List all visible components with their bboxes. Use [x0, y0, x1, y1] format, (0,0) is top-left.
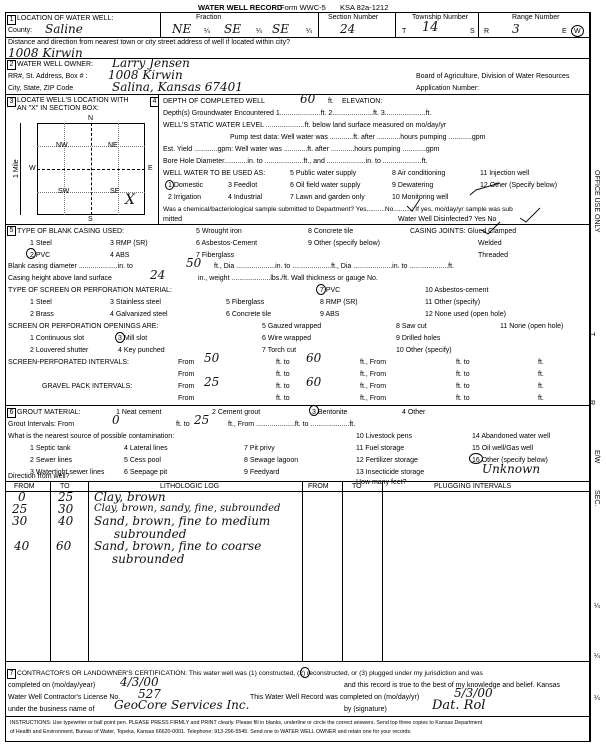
spi-from-label: From [178, 359, 195, 366]
mitted-label: mitted [163, 216, 183, 223]
fraction-1[interactable]: NE [172, 22, 192, 36]
grout-2[interactable]: 2 Cement grout [212, 409, 261, 416]
office-t-label: T [588, 332, 595, 337]
log-row-from[interactable]: 25 [12, 502, 28, 516]
casing-2[interactable]: 2 PVC [30, 252, 51, 259]
log-row-to[interactable]: 25 [58, 490, 74, 504]
use-2[interactable]: 2 Irrigation [168, 194, 202, 201]
fraction-3[interactable]: SE [272, 22, 289, 36]
section-5-number: 5 [7, 226, 16, 236]
opening-11[interactable]: 11 None (open hole) [500, 323, 564, 330]
casing-3[interactable]: 3 RMP (SR) [110, 240, 148, 247]
log-row-to[interactable]: 40 [58, 514, 74, 528]
range-r: R [484, 28, 490, 35]
section-4-number: 4 [150, 97, 159, 107]
address-value[interactable]: 1008 Kirwin [8, 46, 83, 60]
joints-threaded[interactable]: Threaded [478, 252, 508, 259]
opening-7[interactable]: 7 Torch cut [262, 347, 297, 354]
grout-label: GROUT MATERIAL: [17, 409, 81, 416]
gp-to2-label-b: ft. to [456, 395, 470, 402]
fraction-2[interactable]: SE [224, 22, 241, 36]
gp-from-label: From [178, 383, 195, 390]
opening-8[interactable]: 8 Saw cut [396, 323, 427, 330]
screen-12[interactable]: 12 None used (open hole) [425, 311, 506, 318]
township-t: T [402, 28, 407, 35]
township-value[interactable]: 14 [422, 20, 439, 35]
completed-on-label: completed on (mo/day/year) [8, 682, 96, 689]
range-value[interactable]: 3 [512, 22, 520, 36]
chem-sample-line: Was a chemical/bacteriological sample submitted to Department? Yes..........No..........; If yes, mo/day/yr sample was sub [163, 206, 513, 213]
bore-hole-line: Bore Hole Diameter............in. to ....................ft., and ....................in. to ....................ft. [163, 158, 428, 165]
use-6[interactable]: 6 Oil field water supply [290, 182, 361, 189]
gp-to-value[interactable]: 60 [306, 375, 322, 389]
casing-label: TYPE OF BLANK CASING USED: [17, 228, 124, 235]
casing-joints: CASING JOINTS: Glued Clamped [410, 228, 517, 235]
office-quarter-1: ¼ [594, 603, 600, 610]
log-row-description[interactable]: Clay, brown [94, 490, 166, 504]
casing-diameter-rest: ft., Dia ....................in. to ....................ft., Dia ....................in. to ....................ft. [214, 263, 455, 270]
county-label: County: [8, 27, 33, 34]
section-6-number: 6 [7, 408, 16, 418]
use-8[interactable]: 8 Air conditioning [392, 170, 446, 177]
disinfected-line: Water Well Disinfected? Yes No [398, 216, 497, 223]
gp-to-label: ft. to [276, 383, 290, 390]
screen-5[interactable]: 5 Fiberglass [226, 299, 265, 306]
signature-value[interactable]: Dat. Rol [432, 698, 486, 713]
opening-6[interactable]: 6 Wire wrapped [262, 335, 312, 342]
screen-intervals-label: SCREEN-PERFORATED INTERVALS: [8, 359, 129, 366]
screen-2[interactable]: 2 Brass [30, 311, 54, 318]
location-label: LOCATION OF WATER WELL: [17, 15, 114, 22]
log-row-from[interactable]: 0 [18, 490, 26, 504]
gp-to2-label: ft. to [456, 383, 470, 390]
log-row-description[interactable]: subrounded [114, 527, 187, 541]
casing-6[interactable]: 6 Asbestos-Cement [196, 240, 258, 247]
quadrant-nw: NW [56, 142, 68, 149]
use-label: WELL WATER TO BE USED AS: [163, 170, 266, 177]
range-label: Range Number [512, 14, 560, 21]
screen-8[interactable]: 8 RMP (SR) [320, 299, 358, 306]
rr-value[interactable]: 1008 Kirwin [108, 68, 183, 82]
well-location-mark: X [125, 192, 135, 208]
contam-3[interactable]: 3 Watertight sewer lines [30, 469, 105, 476]
contam-9[interactable]: 9 Feedyard [244, 469, 280, 476]
township-s: S [470, 28, 475, 35]
section-box-w: W [29, 165, 36, 172]
owner-label: WATER WELL OWNER: [17, 61, 93, 68]
screen-3[interactable]: 3 Stainless steel [110, 299, 161, 306]
contam-1[interactable]: 1 Septic tank [30, 445, 71, 452]
constructed-circle [300, 667, 310, 678]
contam-16[interactable]: 16 Other (specify below) [472, 457, 548, 464]
office-quarter-3: ¼ [594, 695, 600, 702]
grout-rest: ft., From ....................ft. to ....................ft. [228, 421, 356, 428]
grout-1[interactable]: 1 Neat cement [116, 409, 162, 416]
quarter-mark-2: ¼ [256, 28, 262, 35]
use-10[interactable]: 10 Monitoring well [392, 194, 449, 201]
yield-line: Est. Yield ............gpm: Well water was ............ft. after ............hours pumping ............gpm [163, 146, 440, 153]
spi-from-label-b: From [178, 371, 195, 378]
section-box-n: N [88, 115, 94, 122]
log-row-description[interactable]: subrounded [112, 552, 185, 566]
log-from-header: FROM [14, 483, 35, 490]
ksa-reference: KSA 82a-1212 [340, 3, 389, 12]
spi-to-value[interactable]: 60 [306, 351, 322, 365]
spi-from2-label-b: ft., From [360, 371, 387, 378]
gravel-pack-label: GRAVEL PACK INTERVALS: [42, 383, 133, 390]
spi-ft-end-b: ft. [538, 371, 544, 378]
office-use-label: OFFICE USE ONLY [593, 170, 600, 233]
office-ew-label: E/W [593, 450, 600, 464]
casing-diameter-value[interactable]: 50 [186, 256, 202, 270]
opening-1[interactable]: 1 Continuous slot [30, 335, 85, 342]
spi-to2-label: ft. to [456, 359, 470, 366]
opening-10[interactable]: 10 Other (specify) [396, 347, 452, 354]
plugging-intervals-header: PLUGGING INTERVALS [434, 483, 512, 490]
locate-label-2: AN "X" IN SECTION BOX: [17, 105, 99, 112]
locate-label-1: LOCATE WELL'S LOCATION WITH [17, 97, 129, 104]
log-row-to[interactable]: 30 [58, 502, 74, 516]
range-w: W [574, 28, 581, 35]
opening-9[interactable]: 9 Drilled holes [396, 335, 441, 342]
gp-ft-end: ft. [538, 383, 544, 390]
quarter-mark-1: ¼ [204, 28, 210, 35]
how-many-feet-label: How many feet? [356, 479, 407, 486]
casing-height-rest: in., weight ....................lbs./ft. Wall thickness or gauge No. [198, 275, 378, 282]
depth-label: DEPTH OF COMPLETED WELL [163, 98, 265, 105]
contam-5[interactable]: 5 Cess pool [124, 457, 161, 464]
screen-6[interactable]: 6 Concrete tile [226, 311, 272, 318]
use-9[interactable]: 9 Dewatering [392, 182, 434, 189]
section-1-number: 1 [7, 15, 16, 25]
use-4[interactable]: 4 Industrial [228, 194, 263, 201]
township-label: Township Number [412, 14, 469, 21]
instructions-line-1: INSTRUCTIONS: Use typewriter or ball point pen. PLEASE PRESS FIRMLY and PRINT clearly. Please fill in blanks, underline or circle the correct answers. Send top three copies to Kansas Department [10, 720, 483, 726]
section-box-s: S [88, 216, 93, 223]
spi-from-value[interactable]: 50 [204, 351, 220, 365]
license-value[interactable]: 527 [138, 687, 161, 701]
mile-label: 1 Mile [13, 159, 20, 178]
casing-height-value[interactable]: 24 [150, 268, 166, 282]
plug-from-header: FROM [308, 483, 329, 490]
pump-test-line: Pump test data: Well water was ............ft. after ............hours pumping ............gpm [230, 134, 486, 141]
use-1[interactable]: 1 Domestic [168, 182, 204, 189]
grout-from-value[interactable]: 0 [112, 413, 120, 427]
certification-line-2: and this record is true to the best of my knowledge and belief. Kansas [344, 682, 560, 689]
casing-diameter-label: Blank casing diameter ....................in. to [8, 263, 133, 270]
section-3-number: 3 [7, 97, 16, 107]
contam-4[interactable]: 4 Lateral lines [124, 445, 168, 452]
grout-to-label: ft. to [176, 421, 190, 428]
business-name-label: under the business name of [8, 706, 95, 713]
log-row-from[interactable]: 40 [14, 539, 30, 553]
direction-label: Direction from well? [8, 473, 70, 480]
gp-ft-end-b: ft. [538, 395, 544, 402]
use-11[interactable]: 11 Injection well [480, 170, 530, 177]
range-e: E [562, 28, 567, 35]
lithologic-log-header: LITHOLOGIC LOG [160, 483, 220, 490]
contam-2[interactable]: 2 Sewer lines [30, 457, 73, 464]
certification-line-1: CONTRACTOR'S OR LANDOWNER'S CERTIFICATION: This water well was (1) constructed, (2) reconstructed, or (3) plugged under my jurisdiction and was [17, 670, 483, 677]
grout-to-value[interactable]: 25 [194, 413, 210, 427]
casing-height-label: Casing height above land surface [8, 275, 112, 282]
quarter-mark-3: ¼ [306, 28, 312, 35]
log-row-description[interactable]: Clay, brown, sandy, fine, subrounded [94, 503, 281, 514]
completed-on-value[interactable]: 4/3/00 [120, 675, 159, 689]
grout-intervals-label: Grout Intervals: From [8, 421, 75, 428]
log-row-to[interactable]: 60 [56, 539, 72, 553]
distance-label: Distance and direction from nearest town or city street address of well if located within city? [8, 39, 291, 46]
form-title: WATER WELL RECORD [198, 3, 283, 12]
contam-8[interactable]: 8 Sewage lagoon [244, 457, 299, 464]
rr-label: RR#, St. Address, Box # : [8, 73, 88, 80]
use-12[interactable]: 12 Other (Specify below) [480, 182, 558, 189]
gp-from2-label-b: ft., From [360, 395, 387, 402]
spi-to-label-b: ft. to [276, 371, 290, 378]
screen-material-label: TYPE OF SCREEN OR PERFORATION MATERIAL: [8, 287, 172, 294]
city-label: City, State, ZIP Code [8, 85, 74, 92]
log-row-description[interactable]: Sand, brown, fine to medium [94, 514, 271, 528]
form-number: Form WWC-5 [280, 3, 326, 12]
casing-7[interactable]: 7 Fiberglass [196, 252, 235, 259]
elevation-label: ELEVATION: [342, 98, 383, 105]
gp-from-value[interactable]: 25 [204, 375, 220, 389]
opening-5[interactable]: 5 Gauzed wrapped [262, 323, 322, 330]
screen-7[interactable]: 7 PVC [320, 287, 341, 294]
depth-value[interactable]: 60 [300, 92, 316, 106]
contam-10[interactable]: 10 Livestock pens [356, 433, 413, 440]
spi-from2-label: ft., From [360, 359, 387, 366]
contam-7[interactable]: 7 Pit privy [244, 445, 275, 452]
office-r-label: R [588, 400, 595, 406]
fraction-label: Fraction [196, 14, 222, 21]
contam-12[interactable]: 12 Fertilizer storage [356, 457, 418, 464]
casing-5[interactable]: 5 Wrought iron [196, 228, 242, 235]
casing-9[interactable]: 9 Other (specify below) [308, 240, 380, 247]
contam-6[interactable]: 6 Seepage pit [124, 469, 168, 476]
spi-to2-label-b: ft. to [456, 371, 470, 378]
groundwater-line: Depth(s) Groundwater Encountered 1.....................ft. 2.....................ft. 3.....................ft. [163, 110, 432, 117]
static-level-line: WELL'S STATIC WATER LEVEL ....................ft. below land surface measured on mo/day/yr [163, 122, 447, 129]
plug-to-header: TO [352, 483, 362, 490]
section-7-number: 7 [7, 669, 16, 679]
grout-3[interactable]: 3 Bentonite [312, 409, 348, 416]
gp-to-label-b: ft. to [276, 395, 290, 402]
section-number-label: Section Number [328, 14, 379, 21]
screen-11[interactable]: 11 Other (specify) [425, 299, 481, 306]
opening-3[interactable]: 3 Mill slot [118, 335, 148, 342]
casing-1[interactable]: 1 Steel [30, 240, 52, 247]
casing-8[interactable]: 8 Concrete tile [308, 228, 354, 235]
contam-14[interactable]: 14 Abandoned water well [472, 433, 551, 440]
business-name-value[interactable]: GeoCore Services Inc. [114, 698, 250, 712]
contam-unknown-value[interactable]: Unknown [482, 462, 541, 476]
application-label: Application Number: [416, 85, 480, 92]
log-to-header: TO [60, 483, 70, 490]
depth-ft: ft. [328, 98, 334, 105]
license-label: Water Well Contractor's License No. [8, 694, 121, 701]
office-sec-label: SEC. [593, 490, 600, 507]
record-completed-label: This Water Well Record was completed on (mo/day/yr) [250, 694, 420, 701]
contam-15[interactable]: 15 Oil well/Gas well [472, 445, 534, 452]
county-value[interactable]: Saline [45, 22, 83, 36]
record-completed-value[interactable]: 5/3/00 [454, 686, 493, 700]
office-quarter-2: ¼ [594, 653, 600, 660]
screen-4[interactable]: 4 Galvanized steel [110, 311, 168, 318]
section-number-value[interactable]: 24 [340, 22, 356, 36]
opening-4[interactable]: 4 Key punched [118, 347, 165, 354]
gp-from-label-b: From [178, 395, 195, 402]
section-2-number: 2 [7, 60, 16, 70]
casing-4[interactable]: 4 ABS [110, 252, 130, 259]
openings-label: SCREEN OR PERFORATION OPENINGS ARE: [8, 323, 159, 330]
quadrant-ne: NE [108, 142, 118, 149]
use-7[interactable]: 7 Lawn and garden only [290, 194, 365, 201]
spi-ft-end: ft. [538, 359, 544, 366]
contam-11[interactable]: 11 Fuel storage [356, 445, 405, 452]
use-3[interactable]: 3 Feedlot [228, 182, 258, 189]
joints-welded[interactable]: Welded [478, 240, 502, 247]
spi-to-label: ft. to [276, 359, 290, 366]
city-value[interactable]: Salina, Kansas 67401 [112, 80, 243, 94]
quadrant-sw: SW [58, 188, 70, 195]
log-row-description[interactable]: Sand, brown, fine to coarse [94, 539, 262, 553]
screen-1[interactable]: 1 Steel [30, 299, 52, 306]
quadrant-se: SE [110, 188, 120, 195]
signature-label: by (signature) [344, 706, 387, 713]
screen-10[interactable]: 10 Asbestos-cement [425, 287, 489, 294]
contam-13[interactable]: 13 Insecticide storage [356, 469, 425, 476]
owner-value[interactable]: Larry Jensen [112, 56, 190, 70]
contamination-label: What is the nearest source of possible contamination: [8, 433, 175, 440]
use-5[interactable]: 5 Public water supply [290, 170, 357, 177]
log-row-from[interactable]: 30 [12, 514, 28, 528]
section-box-e: E [148, 165, 153, 172]
gp-from2-label: ft., From [360, 383, 387, 390]
opening-2[interactable]: 2 Louvered shutter [30, 347, 89, 354]
instructions-line-2: of Health and Environment, Bureau of Water, Topeka, Kansas 66620-0001. Telephone: 913-296-5545. Send one to WATER WELL OWNER and retain one for your records. [10, 729, 412, 735]
board-label: Board of Agriculture, Division of Water Resources [416, 73, 570, 80]
screen-9[interactable]: 9 ABS [320, 311, 340, 318]
grout-4[interactable]: 4 Other [402, 409, 426, 416]
